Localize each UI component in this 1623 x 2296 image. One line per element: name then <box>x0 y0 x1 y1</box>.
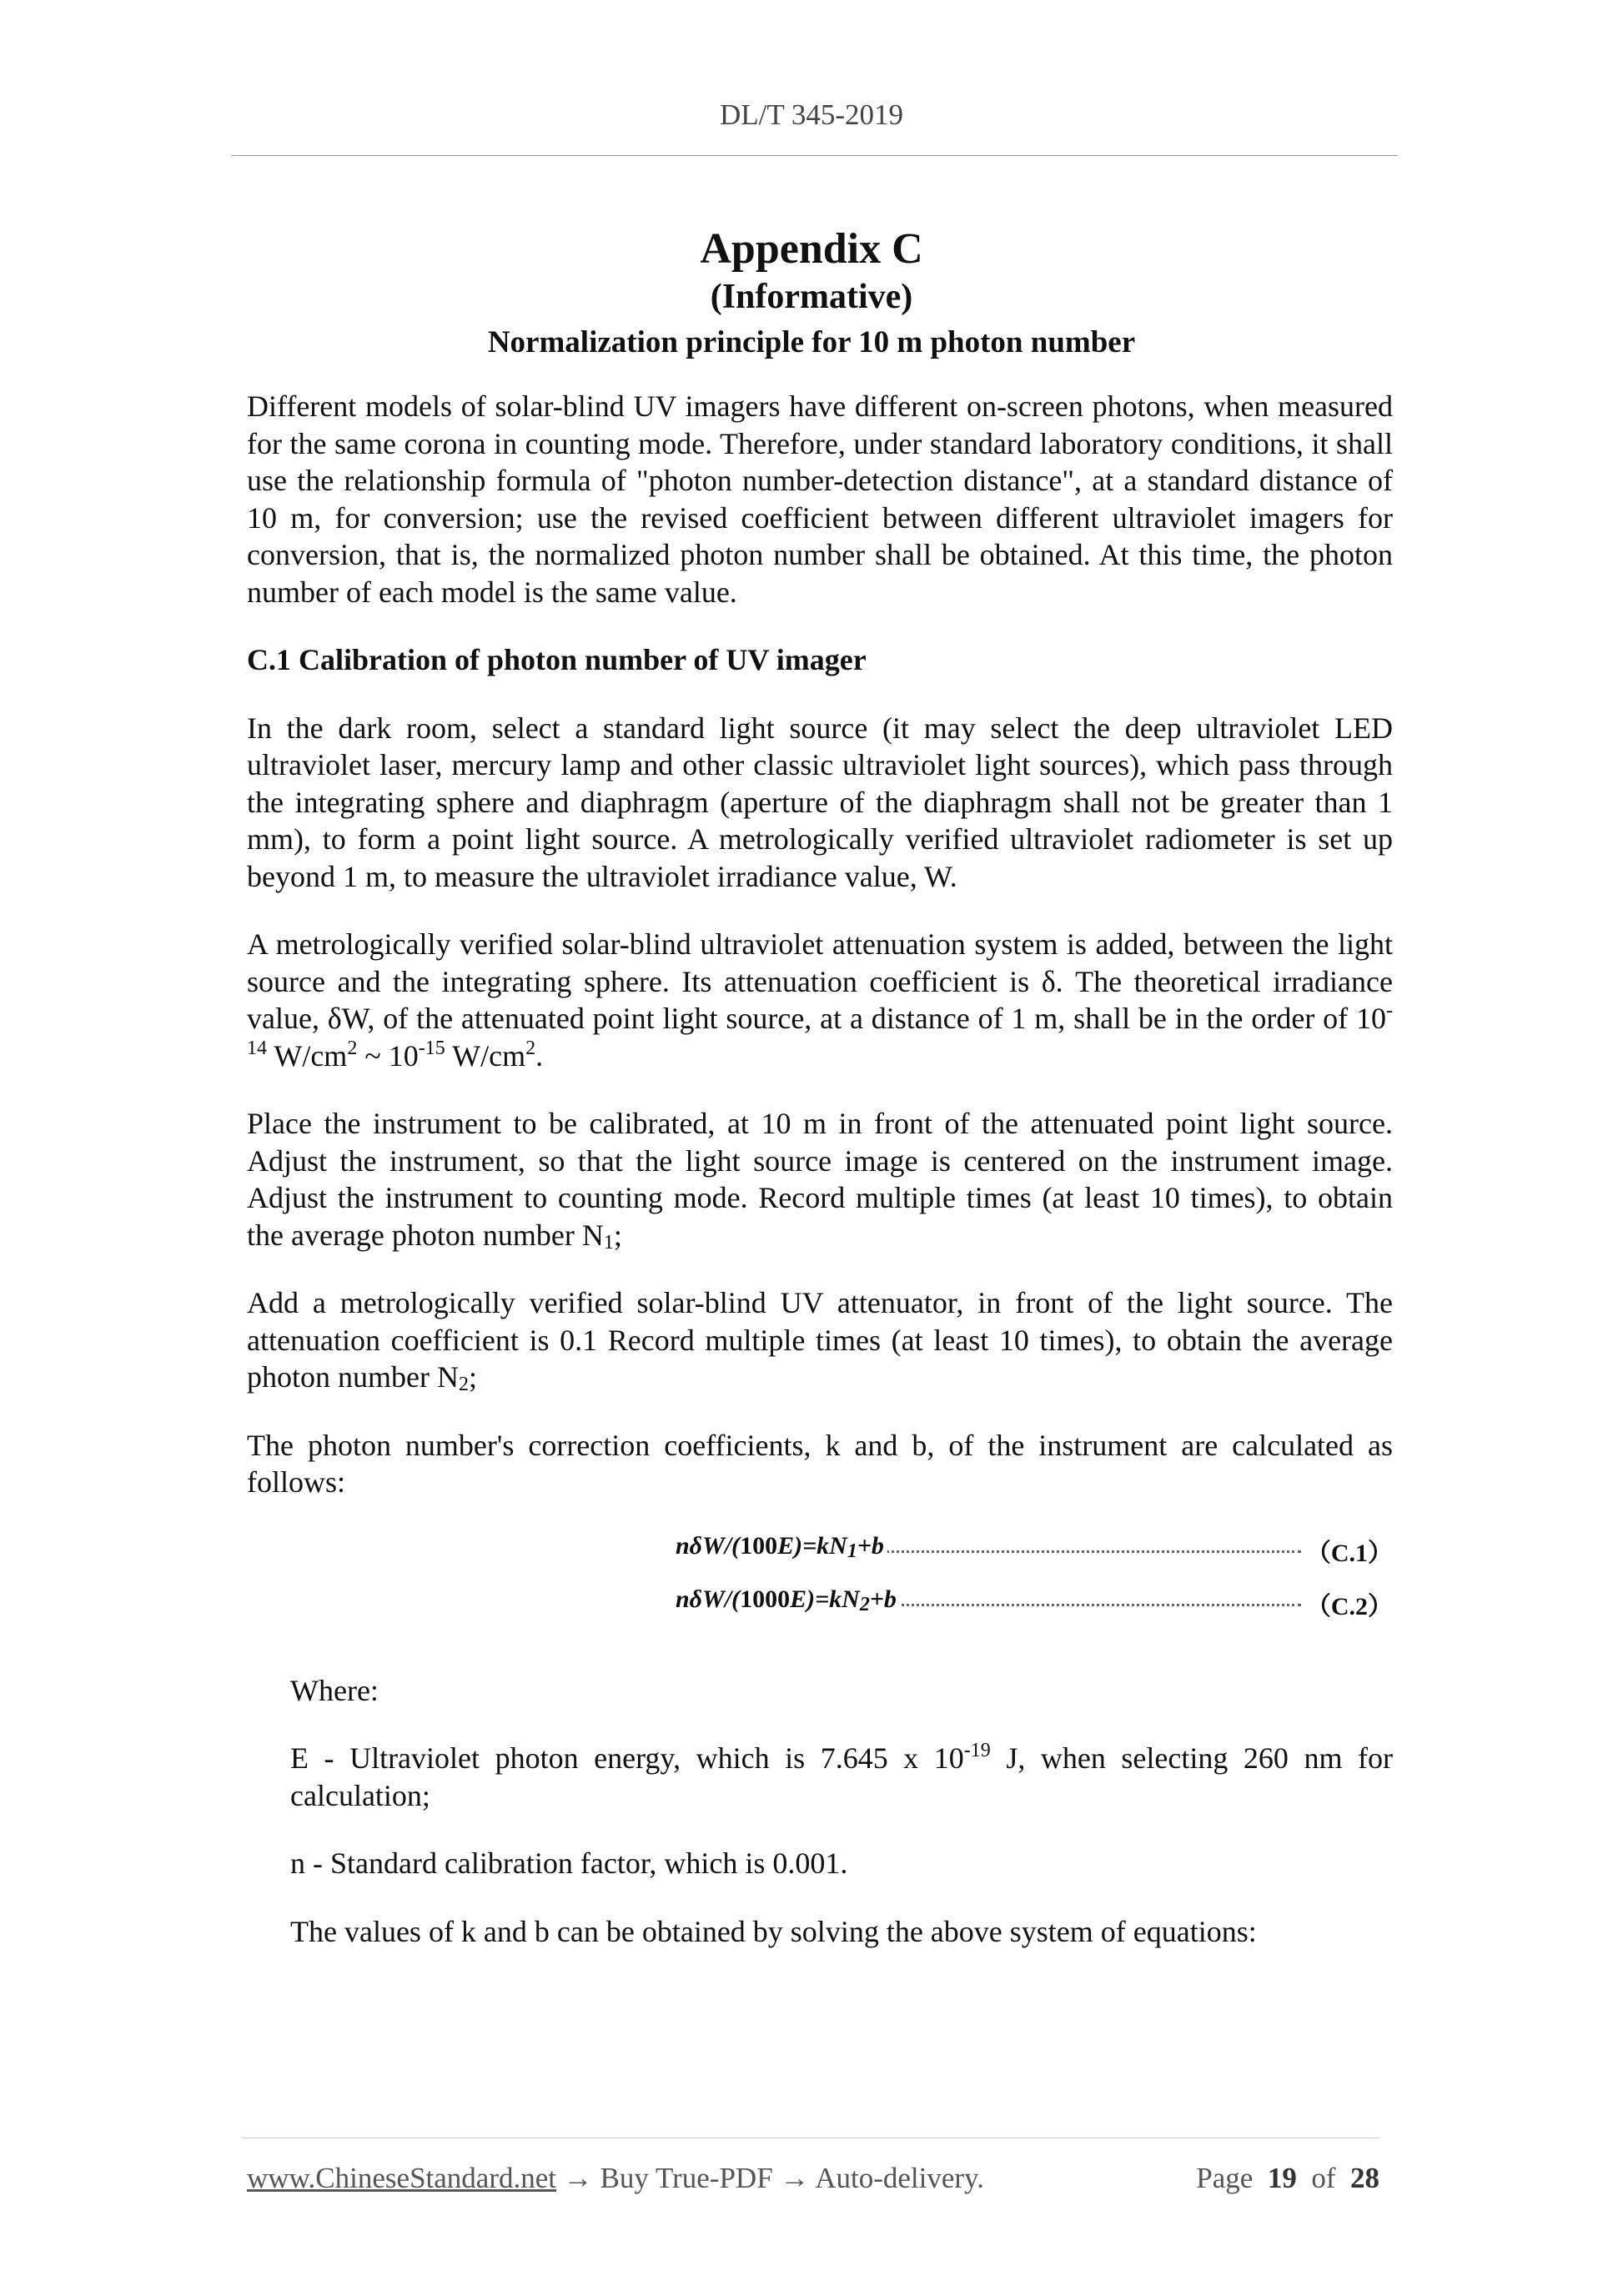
equation-number: （C.1） <box>1305 1539 1393 1567</box>
footer-promo-text: → Buy True-PDF → Auto-delivery. <box>556 2162 985 2194</box>
paragraph-add-attenuator: Add a metrologically verified solar-blind UV attenuator, in front of the light source. The attenuation coefficient is 0.1 Record multiple times (at least 10 times), to obtain the average photon number $N_2$; <box>247 1286 1393 1395</box>
paragraph-coefficients: The photon number's correction coefficients, k and b, of the instrument are calculated as follows: <box>247 1428 1393 1499</box>
paragraph-attenuation: A metrologically verified solar-blind ultraviolet attenuation system is added, between the light source and the integrating sphere. Its attenuation coefficient is δ. The theoretical irradiance value, δW, of the attenuated point light source, at a distance of 1 m, shall be in the order of $10^{-14}$ $W/cm^2$ ~ $10^{-15}$ $W/cm^2$. <box>247 927 1393 1073</box>
formula-c1 <box>676 1532 1393 1585</box>
definitions-block <box>247 1672 1393 1951</box>
section-c1-heading: C.1 Calibration of photon number of UV imager <box>247 643 867 676</box>
formula-expression: nδW/$(100E)=kN_1+b$ <box>676 1532 887 1560</box>
closing-sentence: The values of k and b can be obtained by solving the above system of equations: <box>290 1914 1257 1948</box>
header-divider <box>232 155 1398 156</box>
appendix-subtitle: (Informative) <box>710 278 913 316</box>
appendix-title-block <box>0 224 1623 364</box>
intro-paragraph: Different models of solar-blind UV imagers have different on-screen photons, when measured for the same corona in counting mode. Therefore, under standard laboratory conditions, it shall use the relationship formula of "photon number-detection distance", at a standard distance of 10 m, for conversion; use the revised coefficient between different ultraviolet imagers for conversion, that is, the normalized photon number shall be obtained. At this time, the photon number of each model is the same value. <box>247 389 1393 609</box>
definition-n: n - Standard calibration factor, which is 0.001. <box>290 1846 848 1880</box>
page-footer <box>247 2162 1379 2195</box>
paragraph-place-instrument: Place the instrument to be calibrated, at 10 m in front of the attenuated point light source. Adjust the instrument, so that the light source image is centered on the instrument image. Adjust the instrument to counting mode. Record multiple times (at least 10 times), to obtain the average photon number $N_1$; <box>247 1107 1393 1254</box>
paragraph-light-source: In the dark room, select a standard light source (it may select the deep ultraviolet LED ultraviolet laser, mercury lamp and other classic ultraviolet light sources), which pass through the integrating sphere and diaphragm (aperture of the diaphragm shall not be greater than 1 mm), to form a point light source. A metrologically verified ultraviolet radiometer is set up beyond 1 m, to measure the ultraviolet irradiance value, W. <box>247 711 1393 893</box>
page-total: 28 <box>1350 2162 1379 2194</box>
equation-number: （C.2） <box>1305 1592 1393 1620</box>
page-indicator: Page 19 of 28 <box>1196 2162 1379 2194</box>
formula-c2 <box>676 1585 1393 1639</box>
running-header: DL/T 345-2019 <box>719 98 904 131</box>
where-label: Where: <box>290 1673 379 1707</box>
appendix-title: Appendix C <box>700 225 923 273</box>
document-body <box>247 388 1393 1981</box>
formula-expression: nδW/$(1000E)=kN_2+b$ <box>676 1585 900 1614</box>
appendix-section-title: Normalization principle for 10 m photon number <box>487 325 1136 359</box>
formula-block <box>247 1532 1393 1639</box>
page-number: 19 <box>1267 2162 1297 2194</box>
definition-e: E - Ultraviolet photon energy, which is 7.645 x $10^{-19}$ J, when selecting 260 nm for calculation; <box>290 1740 1393 1812</box>
website-link[interactable]: www.ChineseStandard.net <box>247 2162 556 2194</box>
